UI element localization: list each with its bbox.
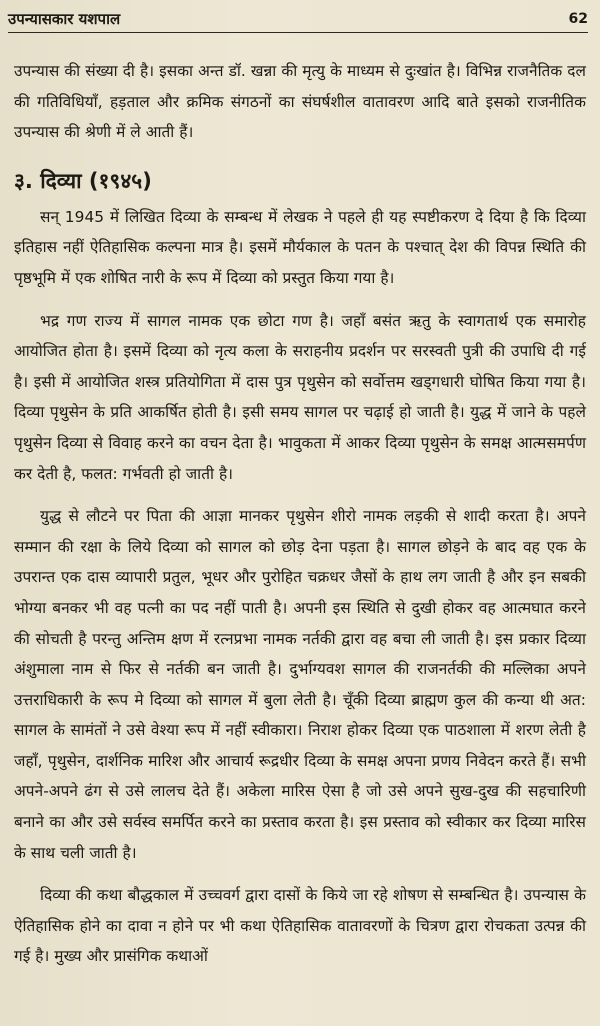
paragraph-intro: उपन्यास की संख्या दी है। इसका अन्त डॉ. खन्ना की मृत्यु के माध्यम से दुःखांत है। विभिन्न राजनैतिक दल की गतिविधियाँ, हड़ताल और क्रमिक संगठनों का संघर्षशील वातावरण आदि बाते इसको राजनीतिक उपन्यास की श्रेणी में ले आती हैं। bbox=[14, 62, 586, 142]
section-heading: ३. दिव्या (१९४५) bbox=[14, 168, 152, 193]
paragraph: भद्र गण राज्य में सागल नामक एक छोटा गण है। जहाँ बसंत ऋतु के स्वागतार्थ एक समारोह आयोजित होता है। इसमें दिव्या को नृत्य कला के सराहनीय प्रदर्शन पर सरस्वती पुत्री की उपाधि दी गई है। इसी में आयोजित शस्त्र प्रतियोगिता में दास पुत्र पृथुसेन को सर्वोत्तम खड्गधारी घोषित किया गया है। दिव्या पृथुसेन के प्रति आकर्षित होती है। इसी समय सागल पर चढ़ाई हो जाती है। युद्ध में जाने के पहले पृथुसेन दिव्या से विवाह करने का वचन देता है। भावुकता में आकर दिव्या पृथुसेन के समक्ष आत्मसमर्पण कर देती है, फलत: गर्भवती हो जाती है। bbox=[14, 311, 586, 483]
page-header bbox=[8, 6, 588, 33]
paragraph: युद्ध से लौटने पर पिता की आज्ञा मानकर पृथुसेन शीरो नामक लड़की से शादी करता है। अपने सम्मान की रक्षा के लिये दिव्या को सागल को छोड़ देना पड़ता है। सागल छोड़ने के बाद वह एक के उपरान्त एक दास व्यापारी प्रतुल, भूधर और पुरोहित चक्रधर जैसों के हाथ लग जाती है और इन सबकी भोग्या बनकर भी वह पत्नी का पद नहीं पाती है। अपनी इस स्थिति से दुखी होकर वह आत्मघात करने की सोचती है परन्तु अन्तिम क्षण में रत्नप्रभा नामक नर्तकी द्वारा वह बचा ली जाती है। इस प्रकार दिव्या अंशुमाला नाम से फिर से नर्तकी बन जाती है। दुर्भाग्यवश सागल की राजनर्तकी की मल्लिका अपने उत्तराधिकारी के रूप मे दिव्या को सागल में बुला लेती है। चूँकी दिव्या ब्राह्मण कुल की कन्या थी अत: सागल के सामंतों ने उसे वेश्या रूप में नहीं स्वीकारा। निराश होकर दिव्या एक पाठशाला में शरण लेती है जहाँ, पृथुसेन, दार्शनिक मारिश और आचार्य रूद्रधीर दिव्या के समक्ष अपना प्रणय निवेदन करते हैं। सभी अपने-अपने ढंग से उसे लालच देते हैं। अकेला मारिस ऐसा है जो उसे अपने सुख-दुख की सहचारिणी बनाने का और उसे सर्वस्व समर्पित करने का प्रस्ताव करता है। इस प्रस्ताव को स्वीकार कर दिव्या मारिस के साथ चली जाती है। bbox=[14, 507, 586, 862]
paragraph: सन् 1945 में लिखित दिव्या के सम्बन्ध में लेखक ने पहले ही यह स्पष्टीकरण दे दिया है कि दिव्या इतिहास नहीं ऐतिहासिक कल्पना मात्र है। इसमें मौर्यकाल के पतन के पश्चात् देश की विपन्न स्थिति की पृष्ठभूमि में एक शोषित नारी के रूप में दिव्या को प्रस्तुत किया गया है। bbox=[14, 207, 586, 287]
page-number: 62 bbox=[568, 11, 588, 27]
paragraph: दिव्या की कथा बौद्धकाल में उच्चवर्ग द्वारा दासों के किये जा रहे शोषण से सम्बन्धित है। उपन्यास के ऐतिहासिक होने का दावा न होने पर भी कथा ऐतिहासिक वातावरणों के चित्रण द्वारा रोचकता उत्पन्न की गई है। मुख्य और प्रासंगिक कथाओं bbox=[14, 886, 586, 966]
running-title: उपन्यासकार यशपाल bbox=[8, 10, 121, 28]
page-content bbox=[14, 56, 586, 972]
